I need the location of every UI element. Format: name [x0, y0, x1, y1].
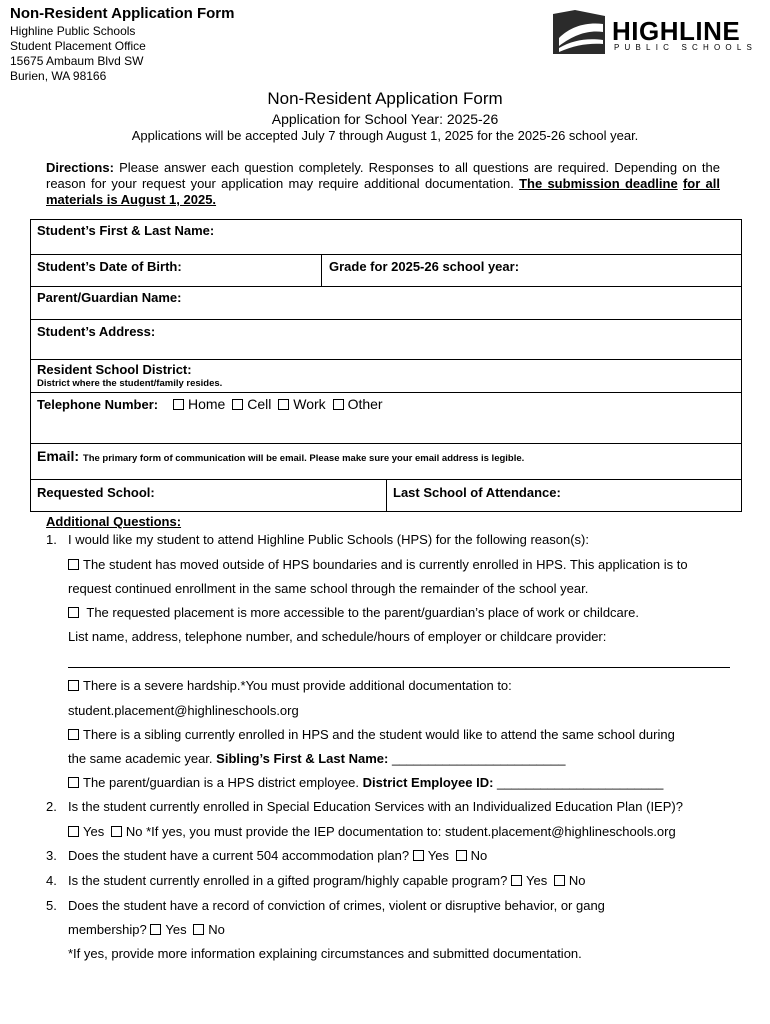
- question-number: 4.: [46, 873, 57, 888]
- form-header-title: Non-Resident Application Form: [10, 5, 235, 22]
- phone-work-label: Work: [293, 396, 326, 412]
- school-row: [31, 480, 741, 511]
- checkbox[interactable]: [413, 850, 424, 861]
- city-address: Burien, WA 98166: [10, 69, 107, 83]
- last-school-label: Last School of Attendance:: [393, 485, 561, 500]
- provider-answer-line[interactable]: [68, 667, 730, 668]
- question-4: [68, 873, 585, 888]
- q5-yes-label: Yes: [165, 922, 187, 937]
- sibling-name-field[interactable]: ________________________: [391, 751, 566, 766]
- q3-no-label: No: [470, 848, 488, 863]
- checkbox[interactable]: [278, 399, 289, 410]
- reason-sibling[interactable]: [68, 727, 675, 742]
- checkbox[interactable]: [68, 777, 79, 788]
- phone-work-option[interactable]: [278, 396, 325, 412]
- deadline-text-b: for all materials is August 1, 2025.: [46, 176, 720, 207]
- requested-school-label: Requested School:: [37, 485, 155, 500]
- question-number: 2.: [46, 799, 57, 814]
- telephone-row[interactable]: [31, 393, 741, 444]
- checkbox[interactable]: [511, 875, 522, 886]
- reason-employee[interactable]: [68, 775, 663, 790]
- question-5-text-cont: membership?: [68, 922, 147, 937]
- reason-moved[interactable]: [68, 557, 688, 572]
- directions: [46, 160, 720, 208]
- checkbox[interactable]: [232, 399, 243, 410]
- reason-accessible-text: The requested placement is more accessible to the parent/guardian’s place of work or childcare.: [86, 605, 639, 620]
- directions-text: Please answer each question completely. Responses to all questions are required. Depending on the reason for your request your application may require additional documentation.: [46, 160, 720, 191]
- checkbox[interactable]: [68, 680, 79, 691]
- org-name: Highline Public Schools: [10, 24, 136, 38]
- question-3-text: Does the student have a current 504 accommodation plan?: [68, 848, 410, 863]
- address-label: Student’s Address:: [37, 324, 156, 339]
- checkbox[interactable]: [68, 559, 79, 570]
- question-5: Does the student have a record of conviction of crimes, violent or disruptive behavior, or gang: [68, 898, 605, 913]
- district-label: Resident School District:: [37, 362, 192, 377]
- email-note: The primary form of communication will be email. Please make sure your email address is legible.: [82, 453, 525, 464]
- checkbox[interactable]: [68, 729, 79, 740]
- parent-label: Parent/Guardian Name:: [37, 290, 182, 305]
- address-row[interactable]: [31, 320, 741, 360]
- email-row[interactable]: [31, 444, 741, 480]
- provider-instructions: List name, address, telephone number, and schedule/hours of employer or childcare provider:: [68, 629, 607, 644]
- reason-hardship[interactable]: [68, 678, 512, 693]
- dob-label: Student’s Date of Birth:: [37, 259, 182, 274]
- question-2: Is the student currently enrolled in Special Education Services with an Individualized Education Plan (IEP)?: [68, 799, 683, 814]
- question-2-answers: [68, 824, 676, 839]
- checkbox[interactable]: [193, 924, 204, 935]
- checkbox[interactable]: [456, 850, 467, 861]
- office-name: Student Placement Office: [10, 39, 146, 53]
- reason-moved-text: The student has moved outside of HPS boundaries and is currently enrolled in HPS. This application is to: [83, 557, 688, 572]
- dob-grade-row: [31, 255, 741, 287]
- student-info-form: [30, 219, 742, 512]
- street-address: 15675 Ambaum Blvd SW: [10, 54, 144, 68]
- student-name-label: Student’s First & Last Name:: [37, 223, 215, 238]
- checkbox[interactable]: [554, 875, 565, 886]
- grade-label: Grade for 2025-26 school year:: [329, 259, 520, 274]
- row-divider: [321, 255, 322, 286]
- question-5-note: *If yes, provide more information explaining circumstances and submitted documentation.: [68, 946, 582, 961]
- q2-yes-label: Yes: [83, 824, 105, 839]
- question-1: I would like my student to attend Highline Public Schools (HPS) for the following reason(s):: [68, 532, 589, 547]
- email-field: [37, 448, 524, 464]
- page-title: Non-Resident Application Form: [267, 89, 503, 108]
- checkbox[interactable]: [173, 399, 184, 410]
- directions-label: Directions:: [46, 160, 114, 175]
- question-3: [68, 848, 487, 863]
- q4-yes-label: Yes: [525, 873, 548, 888]
- q2-no-label: No *If yes, you must provide the IEP documentation to: student.placement@highlineschools.org: [125, 824, 676, 839]
- checkbox[interactable]: [333, 399, 344, 410]
- checkbox[interactable]: [68, 826, 79, 837]
- sibling-line-text: the same academic year.: [68, 751, 213, 766]
- hardship-email: student.placement@highlineschools.org: [68, 703, 299, 718]
- q4-no-label: No: [568, 873, 586, 888]
- q5-no-label: No: [208, 922, 225, 937]
- logo-wordmark: HIGHLINE: [612, 16, 741, 46]
- reason-accessible[interactable]: [68, 605, 639, 620]
- phone-type-options: [173, 396, 386, 412]
- sibling-name-label: Sibling’s First & Last Name:: [216, 751, 389, 766]
- school-year: Application for School Year: 2025-26: [271, 111, 499, 127]
- phone-home-label: Home: [188, 396, 226, 412]
- reason-moved-cont: request continued enrollment in the same school through the remainder of the school year.: [68, 581, 589, 596]
- question-5-answers: [68, 922, 225, 937]
- employee-id-label: District Employee ID:: [362, 775, 494, 790]
- checkbox[interactable]: [111, 826, 122, 837]
- question-number: 1.: [46, 532, 57, 547]
- additional-questions-title: Additional Questions:: [46, 514, 182, 529]
- district-row[interactable]: [31, 360, 741, 393]
- checkbox[interactable]: [68, 607, 79, 618]
- question-4-text: Is the student currently enrolled in a gifted program/highly capable program?: [68, 873, 508, 888]
- district-note: District where the student/family resides.: [37, 378, 223, 389]
- telephone-label: Telephone Number:: [37, 397, 159, 412]
- phone-cell-option[interactable]: [232, 396, 271, 412]
- checkbox[interactable]: [150, 924, 161, 935]
- q3-yes-label: Yes: [427, 848, 449, 863]
- sibling-name-line: [68, 751, 565, 766]
- student-name-row[interactable]: [31, 220, 741, 255]
- reason-hardship-text: There is a severe hardship.*You must provide additional documentation to:: [83, 678, 512, 693]
- phone-other-option[interactable]: [333, 396, 383, 412]
- phone-home-option[interactable]: [173, 396, 225, 412]
- acceptance-dates: Applications will be accepted July 7 through August 1, 2025 for the 2025-26 school year.: [131, 128, 639, 143]
- question-number: 3.: [46, 848, 57, 863]
- employee-id-field[interactable]: _______________________: [497, 775, 664, 790]
- reason-sibling-text: There is a sibling currently enrolled in HPS and the student would like to attend the same school during: [83, 727, 675, 742]
- email-label: Email:: [37, 448, 80, 464]
- question-number: 5.: [46, 898, 57, 913]
- logo-subtitle: PUBLIC SCHOOLS: [614, 43, 758, 52]
- phone-other-label: Other: [347, 396, 383, 412]
- phone-cell-label: Cell: [247, 396, 272, 412]
- reason-employee-text: The parent/guardian is a HPS district employee.: [83, 775, 360, 790]
- deadline-text-a: The submission deadline: [519, 176, 678, 191]
- parent-row[interactable]: [31, 287, 741, 320]
- row-divider: [386, 480, 387, 511]
